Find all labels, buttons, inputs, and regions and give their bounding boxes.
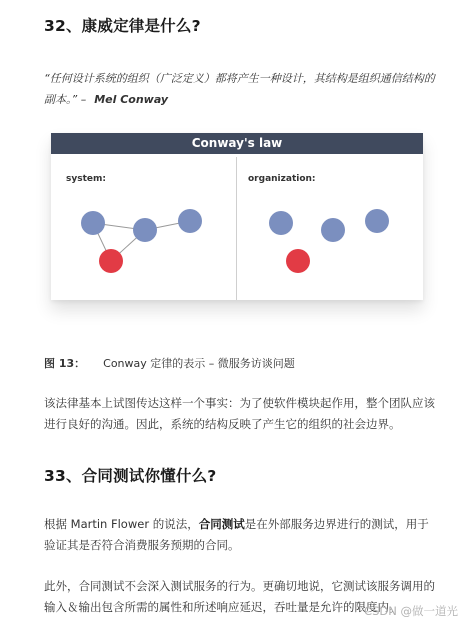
paragraph-conway-explanation: 该法律基本上试图传达这样一个事实：为了使软件模块起作用，整个团队应该进行良好的沟通。因此，系统的结构反映了产生它的组织的社会边界。 — [44, 396, 435, 431]
organization-node-highlight — [286, 249, 310, 273]
conway-diagram — [51, 133, 423, 300]
organization-node — [365, 209, 389, 233]
diagram-title: Conway's law — [51, 133, 423, 154]
system-node-highlight — [99, 249, 123, 273]
section-33-heading: 33、合同测试你懂什么? — [44, 467, 217, 485]
system-label: system: — [66, 174, 106, 184]
system-node — [81, 211, 105, 235]
quote-author: Mel Conway — [94, 93, 169, 106]
system-node — [178, 209, 202, 233]
para2-bold: 合同测试 — [198, 517, 245, 531]
section-32-heading: 32、康威定律是什么? — [44, 17, 201, 35]
diagram-graphic — [51, 133, 423, 300]
organization-node — [269, 211, 293, 235]
figure-caption — [44, 355, 295, 371]
para2-after: 是在外部服务边界进行的测试，用于验证其是否符合消费服务预期的合同。 — [44, 517, 429, 552]
figure-number: 图 13： — [44, 357, 86, 370]
conway-quote — [44, 68, 436, 110]
figure-text: Conway 定律的表示 – 微服务访谈问题 — [103, 357, 295, 370]
para2-before: 根据 Martin Flower 的说法， — [44, 517, 199, 531]
paragraph-contract-testing-detail: 此外，合同测试不会深入测试服务的行为。更确切地说，它测试该服务调用的输入＆输出包含所需的属性和所述响应延迟，吞吐量是允许的限度内。 — [44, 579, 435, 614]
organization-label: organization: — [248, 174, 316, 184]
quote-text: “任何设计系统的组织（广泛定义）都将产生一种设计，其结构是组织通信结构的副本。” – — [44, 72, 435, 106]
paragraph-contract-testing — [44, 514, 440, 556]
csdn-watermark: CSDN @做一道光 — [364, 604, 458, 618]
organization-node — [321, 218, 345, 242]
system-node — [133, 218, 157, 242]
